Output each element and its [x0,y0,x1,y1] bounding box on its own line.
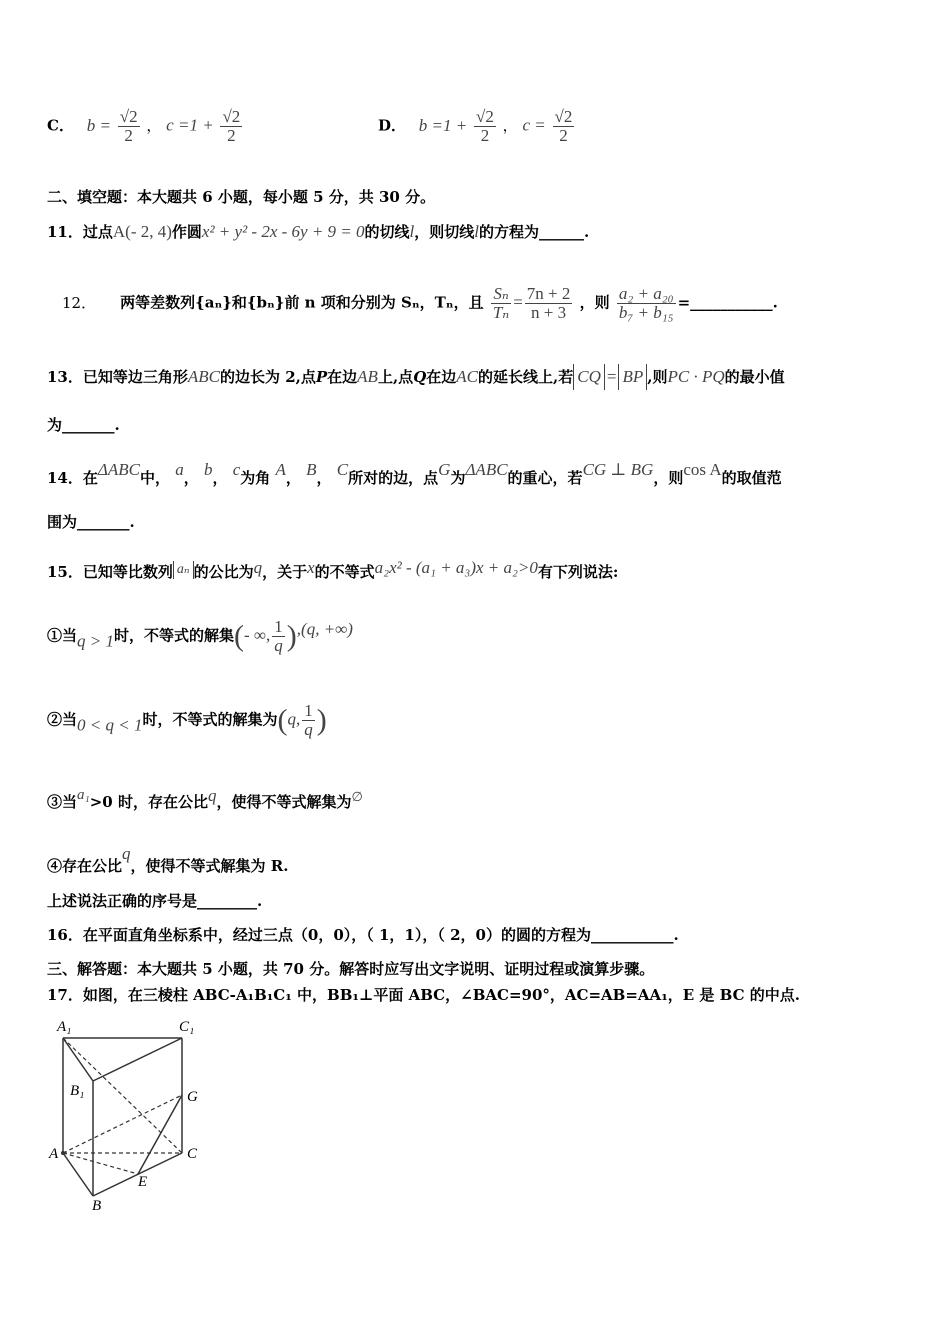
label-a: A [49,1146,59,1162]
question-15-answer: 上述说法正确的序号是________. [47,892,263,910]
edge-b1-c1 [93,1038,182,1081]
label-a1: A₁ [57,1019,72,1035]
label-g: G [187,1089,198,1105]
edge-a-b [63,1153,93,1196]
dashed-a-e [63,1153,138,1174]
option-c-b-frac: $\frac{√2}{2}$ [119,107,138,145]
option-d-label: D． [378,116,407,135]
question-13: 13．已知等边三角形ABC的边长为 2,点P在边AB上,点Q在边AC的延长线上,若 CQ = BP ,则PC · PQ的最小值 [47,364,785,390]
option-c-label: C． [47,116,74,135]
option-c-c: c =1 + [166,115,214,135]
option-d-c: c = [522,115,546,135]
option-c-c-frac: $\frac{√2}{2}$ [222,107,241,145]
point-a [61,1151,65,1155]
option-d-c-frac: $\frac{√2}{2}$ [554,107,573,145]
label-c1: C₁ [179,1019,195,1035]
statement-1: ①当q > 1时，不等式的解集(- ∞, $\frac{1}{q}$ ),(q, +∞) [47,617,353,655]
question-15: 15．已知等比数列 aₙ 的公比为q，关于x的不等式a₂x² - (a₁ + a₃)x + a₂>0有下列说法: [47,558,619,581]
question-16: 16．在平面直角坐标系中，经过三点（0，0），（ 1，1），（ 2，0）的圆的方程为___________. [47,926,679,944]
option-d: D． b =1 + $\frac{√2}{2}$ ， c = $\frac{√2}{2}$ [378,107,573,145]
dashed-a-g [63,1095,182,1153]
section2-heading: 二、填空题：本大题共 6 小题，每小题 5 分，共 30 分。 [47,188,436,206]
question-14-cont: 围为_______. [47,513,135,531]
label-b1: B₁ [70,1083,85,1099]
label-c: C [187,1146,198,1162]
statement-2: ②当0 < q < 1时，不等式的解集为(q, $\frac{1}{q}$ ) [47,701,327,739]
statement-3: ③当a₁>0 时，存在公比q，使得不等式解集为∅ [47,786,363,811]
segment-e-g [138,1095,182,1174]
label-e: E [138,1174,148,1190]
section3-heading: 三、解答题：本大题共 5 小题，共 70 分。解答时应写出文字说明、证明过程或演算步骤。 [47,960,655,978]
option-d-b-frac: $\frac{√2}{2}$ [476,107,494,145]
option-c-b: b = [86,115,111,135]
question-17: 17．如图，在三棱柱 ABC-A₁B₁C₁ 中，BB₁⊥平面 ABC，∠BAC=90°，AC=AB=AA₁，E 是 BC 的中点. [47,986,800,1004]
question-13-cont: 为_______. [47,416,120,434]
prism-figure [45,1013,215,1213]
option-c: C． b = $\frac{√2}{2}$ ， c =1 + $\frac{√2}{2}$ [47,107,241,145]
option-d-b: b =1 + [418,115,468,135]
question-11: 11．过点A(- 2, 4)作圆x² + y² - 2x - 6y + 9 = 0的切线l，则切线l的方程为______. [47,222,590,241]
question-12: 12． 两等差数列{aₙ}和{bₙ}前 n 项和分别为 Sₙ，Tₙ，且 $\frac{\text{Sₙ}}{\text{Tₙ}}$ = $\frac{7n + 2}{n + 3}$ ，则 $\frac{\text{a₂ + a₂₀}}{\text{b₇ + b₁₅}}$ =___________. [62,284,778,322]
edge-a1-b1 [63,1038,93,1081]
label-b: B [92,1198,102,1213]
question-14: 14．在ΔABC中， a， b， c为角 A， B， C所对的边，点G为ΔABC的重心，若CG ⊥ BG，则cos A的取值范 [47,460,782,487]
statement-4: ④存在公比q，使得不等式解集为 R. [47,844,289,875]
